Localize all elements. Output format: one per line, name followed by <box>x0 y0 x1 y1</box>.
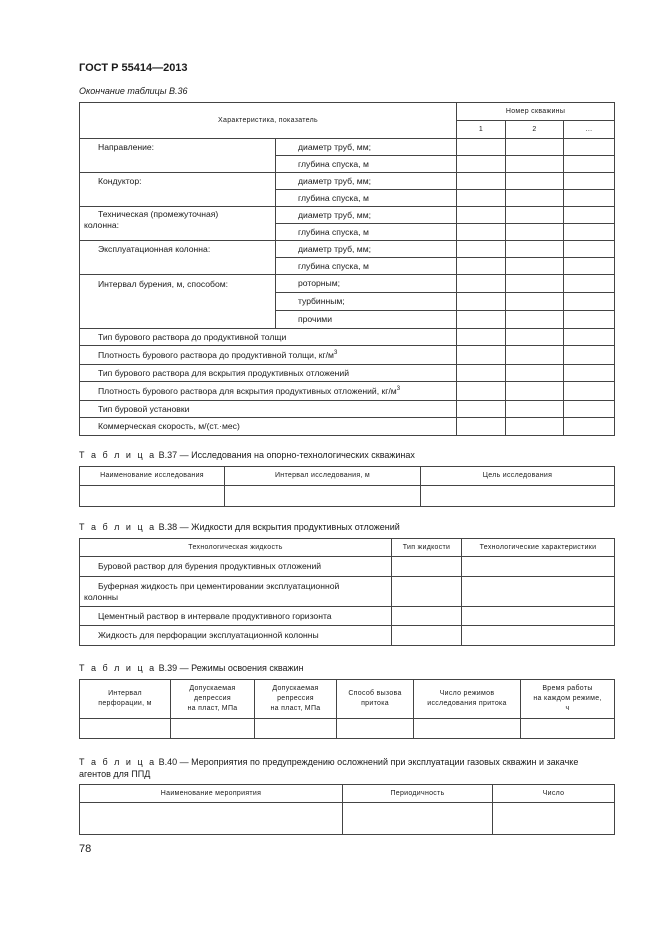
table-continuation-label: Окончание таблицы В.36 <box>79 86 188 96</box>
header-line: Допускаемая <box>272 685 319 692</box>
sub-label: диаметр труб, мм; <box>276 241 457 258</box>
header-col: Цель исследования <box>421 467 615 486</box>
standard-title: ГОСТ Р 55414—2013 <box>79 62 188 74</box>
row-label: Тип бурового раствора до продуктивной толщи <box>80 329 457 346</box>
table-b37 <box>79 466 615 507</box>
row-label: Буровой раствор для бурения продуктивных отложений <box>80 557 392 577</box>
table-b38 <box>79 538 615 646</box>
table-b37-caption <box>79 450 415 460</box>
header-line: на пласт, МПа <box>187 705 238 712</box>
header-line: притока <box>361 700 389 707</box>
row-label-drilling-interval: Интервал бурения, м, способом: <box>80 275 276 329</box>
header-line: Число режимов <box>439 690 495 697</box>
header-col-1: 1 <box>457 121 506 139</box>
caption-text: В.37 — Исследования на опорно-технологических скважинах <box>158 450 415 460</box>
header-line: Способ вызова <box>348 690 402 697</box>
sub-label: диаметр труб, мм; <box>276 207 457 224</box>
row-label-intermediate-casing <box>80 207 276 241</box>
row-label <box>80 382 457 401</box>
table-b40-caption <box>79 756 614 780</box>
row-label: Тип бурового раствора для вскрытия продуктивных отложений <box>80 365 457 382</box>
label-line-1: Техническая (промежуточная) <box>98 209 219 219</box>
table-b38-caption <box>79 522 400 532</box>
header-col: Интервал исследования, м <box>225 467 421 486</box>
superscript: 3 <box>333 349 338 356</box>
sub-label: глубина спуска, м <box>276 258 457 275</box>
caption-text-line-2: агентов для ППД <box>79 769 151 779</box>
header-line: Время работы <box>542 685 593 692</box>
sub-label: глубина спуска, м <box>276 224 457 241</box>
caption-text-line-1: В.40 — Мероприятия по предупреждению осложнений при эксплуатации газовых скважин и закачке <box>158 757 579 767</box>
header-line: ч <box>565 705 570 712</box>
row-text: Плотность бурового раствора для вскрытия продуктивных отложений, кг/м <box>98 385 397 396</box>
header-col: Технологические характеристики <box>462 539 615 557</box>
header-well-number: Номер скважины <box>457 103 615 121</box>
sub-label: турбинным; <box>276 293 457 311</box>
caption-prefix: Т а б л и ц а <box>79 663 157 673</box>
sub-label: диаметр труб, мм; <box>276 139 457 156</box>
header-line: репрессия <box>277 695 314 702</box>
header-line: перфорации, м <box>98 700 152 707</box>
row-label: Тип буровой установки <box>80 401 457 418</box>
table-b39 <box>79 679 615 739</box>
header-characteristic: Характеристика, показатель <box>80 103 457 139</box>
header-col-inflow-method <box>337 680 414 719</box>
caption-prefix: Т а б л и ц а <box>79 522 157 532</box>
label-line-1: Буферная жидкость при цементировании эксплуатационной <box>98 580 340 591</box>
label-line-2: колонны <box>84 591 119 602</box>
caption-prefix: Т а б л и ц а <box>79 757 157 767</box>
header-line: Интервал <box>108 690 142 697</box>
header-line: на каждом режиме, <box>533 695 602 702</box>
header-col-perforation-interval <box>80 680 171 719</box>
caption-text: В.38 — Жидкости для вскрытия продуктивных отложений <box>158 522 400 532</box>
header-col-operating-time <box>521 680 615 719</box>
header-col: Наименование исследования <box>80 467 225 486</box>
label-line-2: колонна: <box>84 220 119 230</box>
header-col: Число <box>493 785 615 803</box>
header-line: исследования притока <box>427 700 507 707</box>
row-label: Цементный раствор в интервале продуктивного горизонта <box>80 607 392 626</box>
header-line: на пласт, МПа <box>270 705 321 712</box>
row-label: Коммерческая скорость, м/(ст.·мес) <box>80 418 457 436</box>
header-line: Допускаемая <box>189 685 236 692</box>
header-col-2: 2 <box>506 121 564 139</box>
table-b39-caption <box>79 663 304 673</box>
row-label-production-casing: Эксплуатационная колонна: <box>80 241 276 275</box>
sub-label: роторным; <box>276 275 457 293</box>
caption-text: В.39 — Режимы освоения скважин <box>158 663 304 673</box>
sub-label: прочими <box>276 311 457 329</box>
header-col: Тип жидкости <box>392 539 462 557</box>
header-col: Периодичность <box>343 785 493 803</box>
page-number: 78 <box>79 843 92 855</box>
sub-label: глубина спуска, м <box>276 156 457 173</box>
row-label-direction: Направление: <box>80 139 276 173</box>
caption-prefix: Т а б л и ц а <box>79 450 157 460</box>
header-col-more: ... <box>564 121 615 139</box>
row-label-conductor: Кондуктор: <box>80 173 276 207</box>
row-label <box>80 346 457 365</box>
sub-label: глубина спуска, м <box>276 190 457 207</box>
header-col-repression <box>255 680 337 719</box>
superscript: 3 <box>396 385 401 392</box>
header-col-modes-count <box>414 680 521 719</box>
header-col: Технологическая жидкость <box>80 539 392 557</box>
row-label <box>80 577 392 607</box>
header-col: Наименование мероприятия <box>80 785 343 803</box>
row-label: Жидкость для перфорации эксплуатационной колонны <box>80 626 392 646</box>
table-b40 <box>79 784 615 835</box>
header-line: депрессия <box>194 695 231 702</box>
sub-label: диаметр труб, мм; <box>276 173 457 190</box>
table-b36 <box>79 102 615 436</box>
row-text: Плотность бурового раствора до продуктивной толщи, кг/м <box>98 349 334 360</box>
header-col-depression <box>171 680 255 719</box>
